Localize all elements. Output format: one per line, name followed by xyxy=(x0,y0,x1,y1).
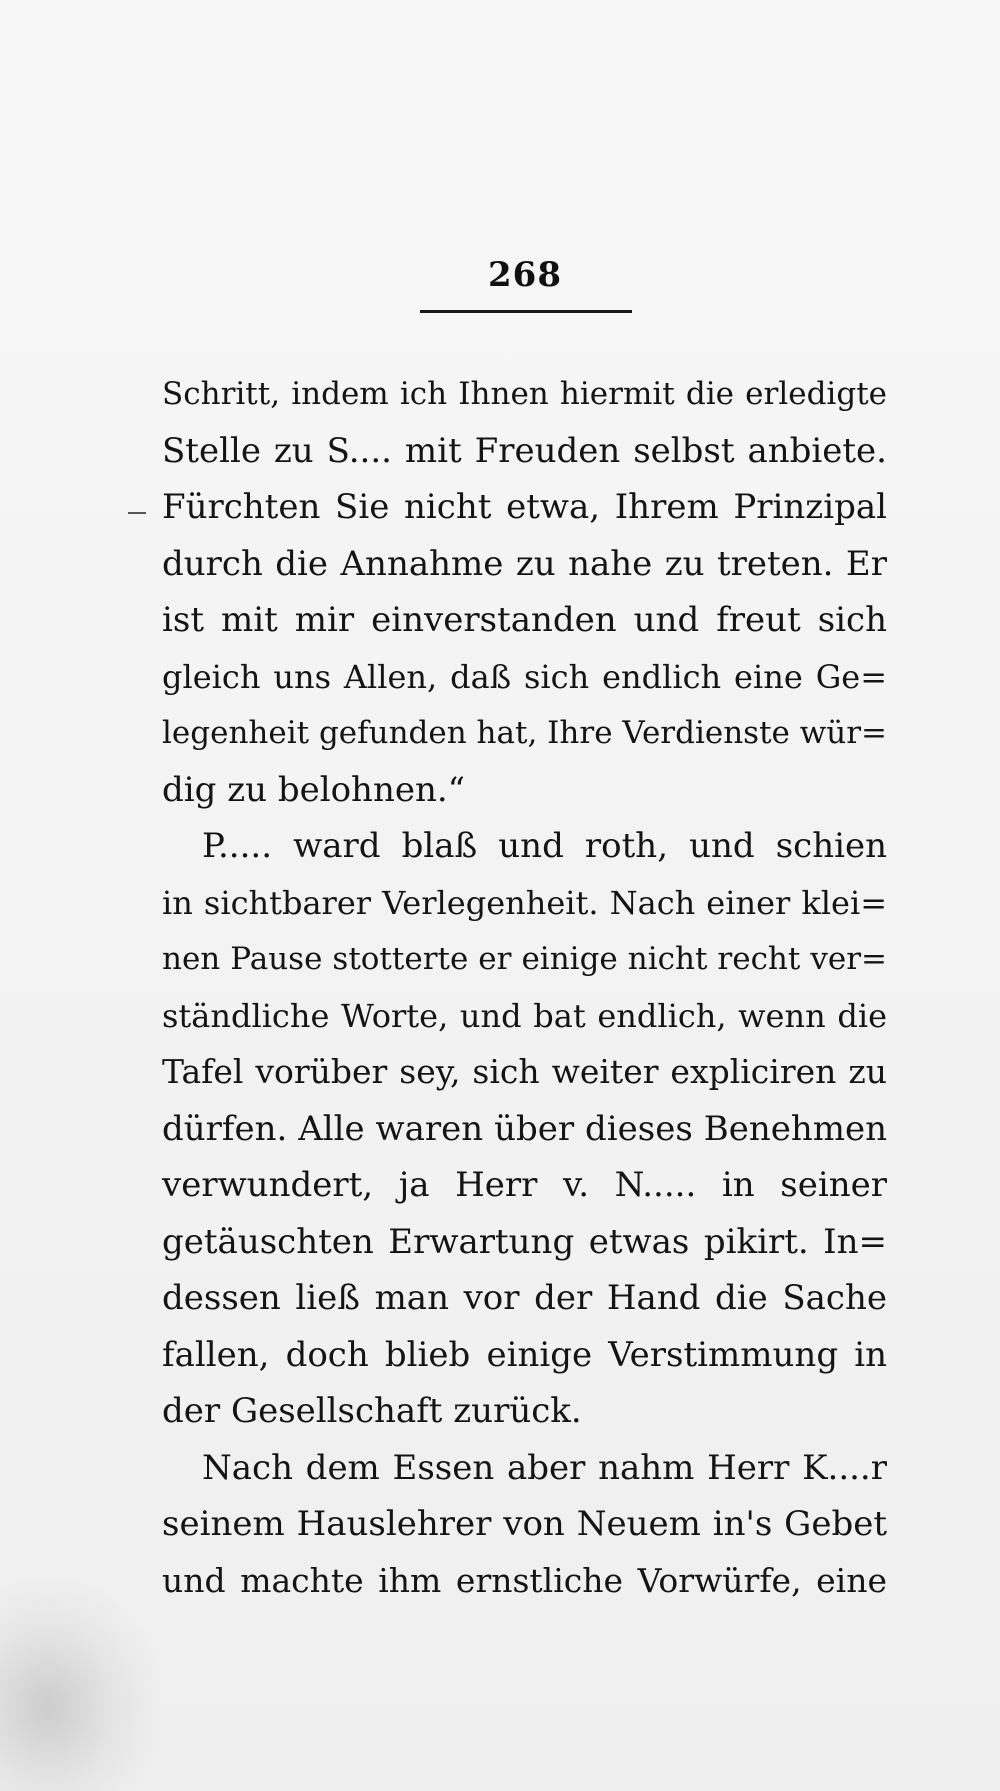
text-line: fallen, doch blieb einige Verstimmung in xyxy=(162,1334,887,1375)
text-line: Schritt, indem ich Ihnen hiermit die erledigte xyxy=(162,376,887,412)
text-line: nen Pause stotterte er einige nicht recht ver= xyxy=(162,941,887,977)
margin-dash-mark xyxy=(128,512,146,514)
text-line: ist mit mir einverstanden und freut sich xyxy=(162,600,887,640)
text-line: dürfen. Alle waren über dieses Benehmen xyxy=(162,1108,887,1149)
text-line: ständliche Worte, und bat endlich, wenn die xyxy=(162,996,887,1035)
text-line: Nach dem Essen aber nahm Herr K....r xyxy=(202,1447,887,1488)
text-line: gleich uns Allen, daß sich endlich eine Ge= xyxy=(162,657,887,696)
header-rule xyxy=(420,310,632,313)
text-line: Stelle zu S.... mit Freuden selbst anbiete. xyxy=(162,430,887,471)
text-line: Tafel vorüber sey, sich weiter expliciren zu xyxy=(162,1052,887,1091)
text-line: seinem Hauslehrer von Neuem in's Gebet xyxy=(162,1504,887,1544)
text-line: P..... ward blaß und roth, und schien xyxy=(202,826,887,866)
body-text xyxy=(162,366,887,1609)
text-line: der Gesellschaft zurück. xyxy=(162,1391,582,1431)
paper-stain xyxy=(0,1580,160,1791)
text-line: legenheit gefunden hat, Ihre Verdienste wür= xyxy=(162,715,888,751)
text-line: dessen ließ man vor der Hand die Sache xyxy=(162,1278,887,1318)
page-number: 268 xyxy=(488,255,562,295)
text-line: dig zu belohnen.“ xyxy=(162,769,466,810)
text-line: getäuschten Erwartung etwas pikirt. In= xyxy=(162,1221,887,1262)
text-line: und machte ihm ernstliche Vorwürfe, eine xyxy=(162,1560,887,1600)
text-line: durch die Annahme zu nahe zu treten. Er xyxy=(162,543,887,584)
text-line: in sichtbarer Verlegenheit. Nach einer klei= xyxy=(162,883,887,922)
text-line: verwundert, ja Herr v. N..... in seiner xyxy=(162,1165,887,1205)
text-line: Fürchten Sie nicht etwa, Ihrem Prinzipal xyxy=(162,487,887,527)
